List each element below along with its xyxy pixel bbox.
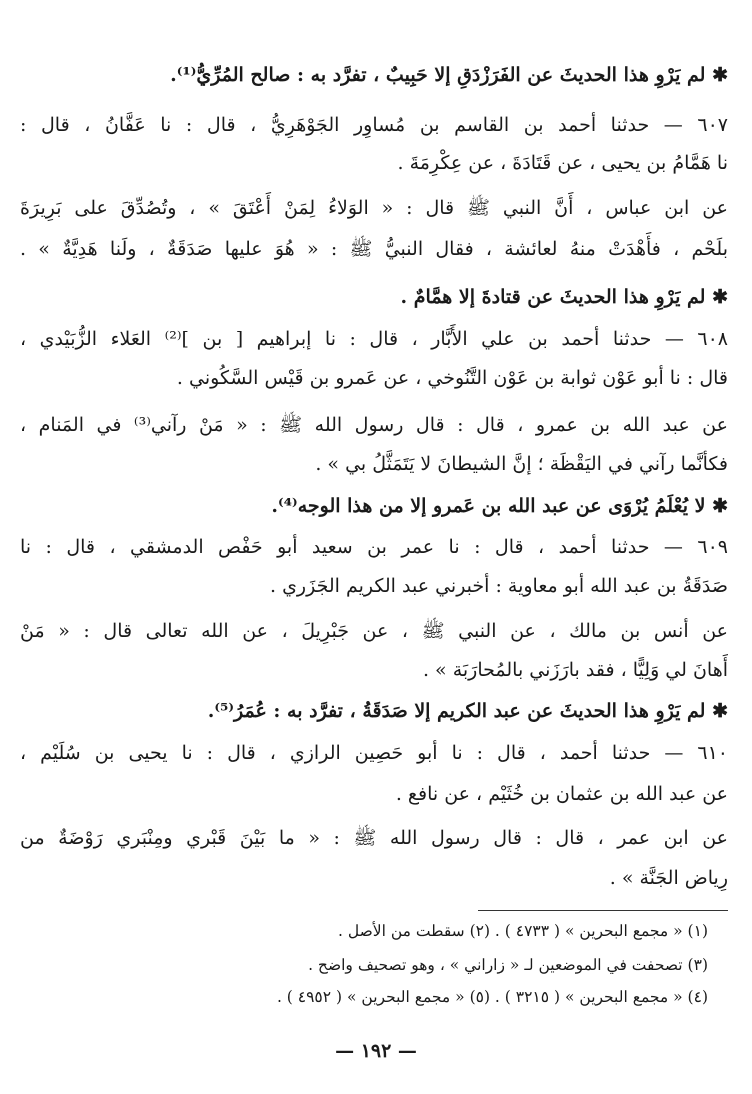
text-line-19: عن ابن عمر ، قال : قال رسول الله ﷺ : « ما بَيْنَ قَبْري ومِنْبَري رَوْضَةٌ من (20, 827, 728, 849)
text-line-10: فكأنَّما رآني في اليَقْظَة ؛ إنَّ الشيطانَ لا يَتَمَثَّلُ بي » . (315, 453, 728, 475)
text-line-12: ٦٠٩ — حدثنا أحمد ، قال : نا عمر بن سعيد أبو حَفْص الدمشقي ، قال : نا (20, 536, 728, 558)
footnote-line-2: (٣) تصحفت في الموضعين لـ « زاراني » ، وهو تصحيف واضح . (308, 956, 708, 974)
text-line-5: بلَحْم ، فأَهْدَتْ منهُ لعائشة ، فقال النبيُّ ﷺ : « هُوَ عليها صَدَقَةٌ ، ولَنا هَدِيَّةٌ » . (20, 238, 728, 260)
text-line-4: عن ابن عباس ، أَنَّ النبي ﷺ قال : « الوَلاءُ لِمَنْ أَعْتَقَ » ، وتُصُدِّقَ على بَرِيرَةَ (20, 197, 728, 219)
text-line-9: عن عبد الله بن عمرو ، قال : قال رسول الله ﷺ : « مَنْ رآني⁽³⁾ في المَنام ، (20, 414, 728, 436)
text-line-17: ٦١٠ — حدثنا أحمد ، قال : نا أبو حَصِين الرازي ، قال : نا يحيى بن سُلَيْم ، (20, 742, 728, 764)
text-line-15: أَهانَ لي وَلِيًّا ، فقد بارَزَني بالمُحارَبَة » . (422, 659, 728, 681)
text-line-20: رِياض الجَنَّة » . (609, 867, 728, 889)
page-number: — ١٩٢ — (335, 1040, 417, 1062)
text-line-7: ٦٠٨ — حدثنا أحمد بن علي الأَبَّار ، قال : نا إبراهيم [ بن ]⁽²⁾ العَلاء الزُّبَيْدي ، (20, 328, 728, 350)
text-line-11: ✱ لا يُعْلَمُ يُرْوَى عن عبد الله بن عَمرو إلا من هذا الوجه⁽⁴⁾. (271, 495, 728, 517)
text-line-13: صَدَقَةُ بن عبد الله أبو معاوية : أخبرني عبد الكريم الجَزَري . (269, 575, 728, 597)
text-line-8: قال : نا أبو عَوْن ثوابة بن عَوْن التَّنُوخي ، عن عَمرو بن قَيْس السَّكُوني . (176, 367, 728, 389)
text-line-14: عن أنس بن مالك ، عن النبي ﷺ ، عن جَبْرِيلَ ، عن الله تعالى قال : « مَنْ (20, 620, 728, 642)
text-line-1: ✱ لم يَرْوِ هذا الحديثَ عن الفَرَزْدَقِ إلا حَبِيبٌ ، تفرَّد به : صالح المُرِّيُّ⁽¹⁾. (170, 64, 728, 86)
text-line-2: ٦٠٧ — حدثنا أحمد بن القاسم بن مُساوِر الجَوْهَرِيُّ ، قال : نا عَفَّانُ ، قال : (20, 114, 728, 136)
footnote-line-1: (١) « مجمع البحرين » ( ٤٧٣٣ ) . (٢) سقطت من الأصل . (338, 922, 708, 940)
text-line-3: نا هَمَّامُ بن يحيى ، عن قَتَادَةَ ، عن عِكْرِمَةَ . (397, 152, 728, 174)
text-line-16: ✱ لم يَرْوِ هذا الحديثَ عن عبد الكريم إلا صَدَقَةُ ، تفرَّد به : عُمَرُ⁽⁵⁾. (207, 700, 728, 722)
footnote-line-3: (٤) « مجمع البحرين » ( ٣٢١٥ ) . (٥) « مجمع البحرين » ( ٤٩٥٢ ) . (276, 988, 708, 1006)
text-line-18: عن عبد الله بن عثمان بن خُثَيْم ، عن نافع . (395, 783, 728, 805)
footnote-divider (478, 910, 728, 911)
text-line-6: ✱ لم يَرْوِ هذا الحديثَ عن قتادةَ إلا همَّامٌ . (400, 286, 728, 308)
